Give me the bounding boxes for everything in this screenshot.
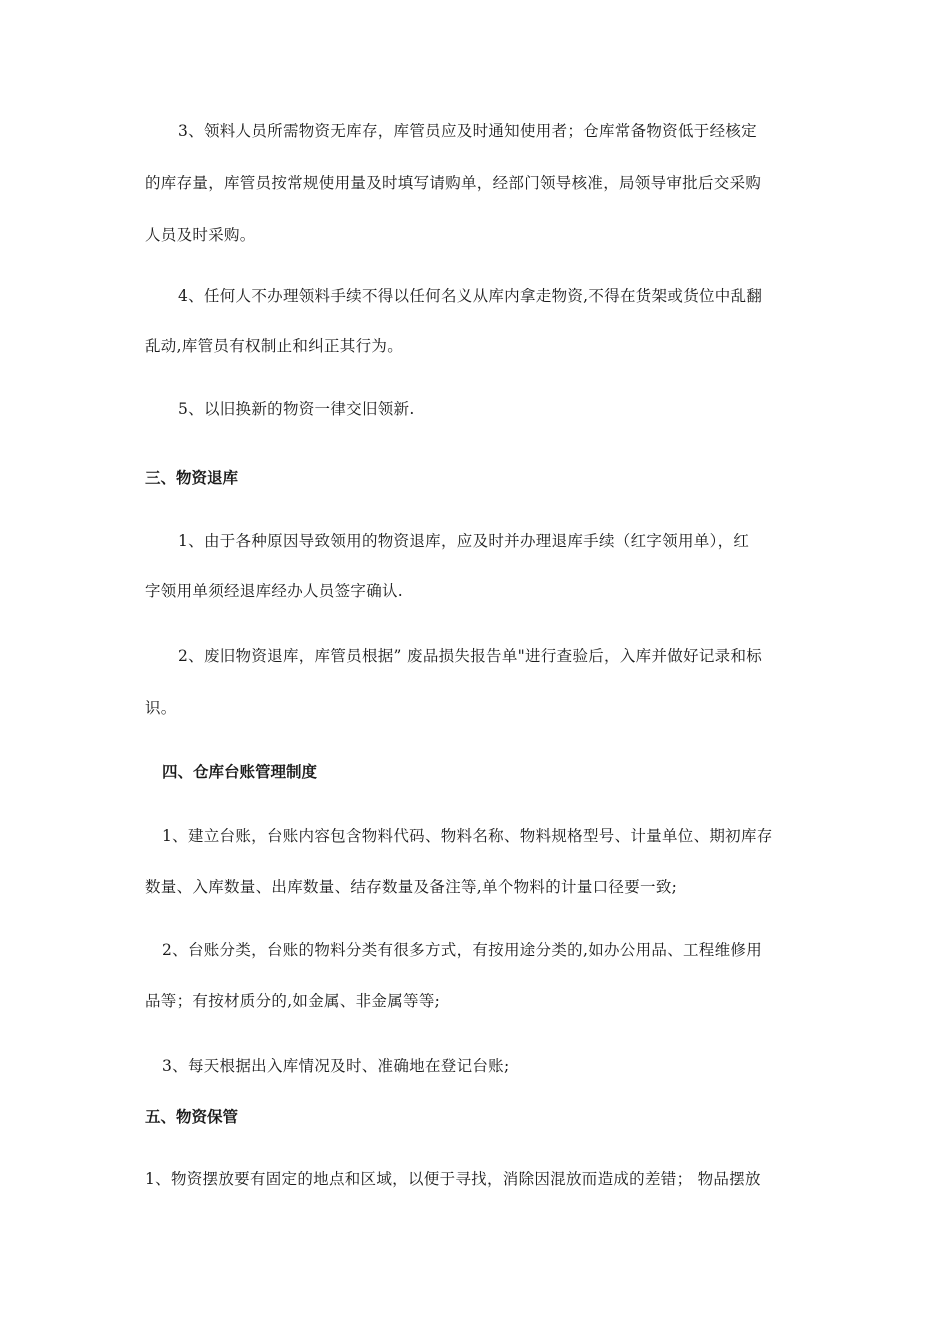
section-4-paragraph-2-line-1: 2、台账分类，台账的物料分类有很多方式，有按用途分类的,如办公用品、工程维修用 — [162, 941, 762, 959]
paragraph-4-line-2: 乱动,库管员有权制止和纠正其行为。 — [145, 337, 404, 355]
section-4-paragraph-1-line-2: 数量、入库数量、出库数量、结存数量及备注等,单个物料的计量口径要一致; — [145, 878, 678, 896]
section-3-paragraph-2-line-2: 识。 — [145, 699, 177, 717]
paragraph-5-line-1: 5、以旧换新的物资一律交旧领新. — [178, 400, 415, 418]
paragraph-3-line-3: 人员及时采购。 — [145, 226, 256, 244]
section-5-heading: 五、物资保管 — [145, 1108, 239, 1126]
section-4-paragraph-1-line-1: 1、建立台账，台账内容包含物料代码、物料名称、物料规格型号、计量单位、期初库存 — [162, 827, 773, 845]
paragraph-3-line-2: 的库存量，库管员按常规使用量及时填写请购单，经部门领导核准，局领导审批后交采购 — [145, 174, 762, 192]
section-3-paragraph-2-line-1: 2、废旧物资退库，库管员根据” 废品损失报告单"进行查验后，入库并做好记录和标 — [178, 647, 763, 665]
section-4-paragraph-2-line-2: 品等；有按材质分的,如金属、非金属等等; — [145, 992, 441, 1010]
paragraph-4-line-1: 4、任何人不办理领料手续不得以任何名义从库内拿走物资,不得在货架或货位中乱翻 — [178, 287, 763, 305]
section-3-heading: 三、物资退库 — [145, 469, 239, 487]
section-3-paragraph-1-line-2: 字领用单须经退库经办人员签字确认. — [145, 582, 404, 600]
section-4-paragraph-3-line-1: 3、每天根据出入库情况及时、准确地在登记台账; — [162, 1057, 510, 1075]
section-4-heading: 四、仓库台账管理制度 — [162, 763, 318, 781]
section-5-paragraph-1-line-1: 1、物资摆放要有固定的地点和区域，以便于寻找，消除因混放而造成的差错； 物品摆放 — [145, 1170, 761, 1188]
section-3-paragraph-1-line-1: 1、由于各种原因导致领用的物资退库，应及时并办理退库手续（红字领用单），红 — [178, 532, 750, 550]
paragraph-3-line-1: 3、领料人员所需物资无库存，库管员应及时通知使用者；仓库常备物资低于经核定 — [178, 122, 757, 140]
